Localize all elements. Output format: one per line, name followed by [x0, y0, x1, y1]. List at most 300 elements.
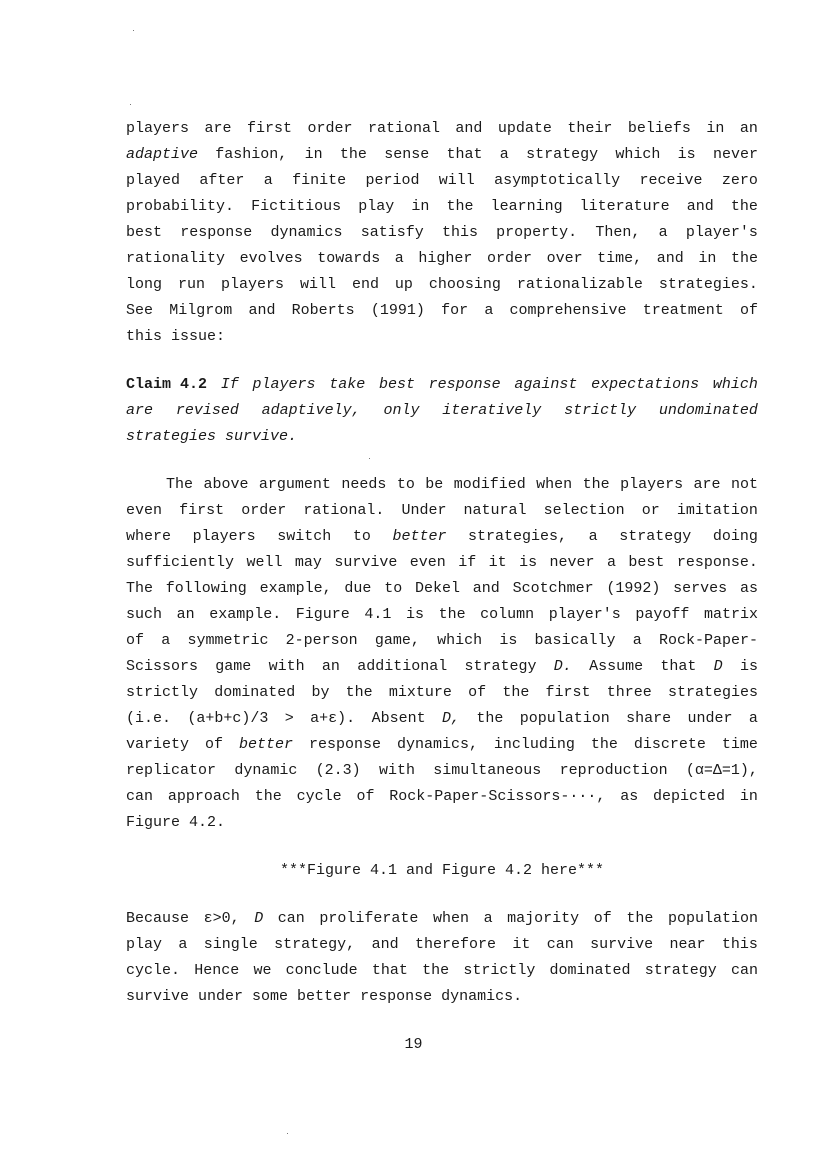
word: Roberts [291, 302, 355, 319]
word: majority [507, 910, 580, 927]
word: conclude [285, 962, 358, 979]
page-number: 19 [404, 1036, 423, 1053]
word: proliferate [319, 910, 419, 927]
word: Scotchmer [512, 580, 594, 597]
word: D [254, 910, 264, 927]
word: survive [334, 554, 398, 571]
text-line [126, 272, 758, 298]
word: towards [317, 250, 381, 267]
word: strategy, [274, 936, 356, 953]
scan-speck [133, 30, 134, 31]
word: their [567, 120, 613, 137]
word: satisfy [360, 224, 424, 241]
word: treatment [642, 302, 724, 319]
word: See [126, 302, 154, 319]
word: the [730, 198, 758, 215]
word: (1991) [370, 302, 425, 319]
word: and [371, 936, 399, 953]
word: dominated [549, 962, 631, 979]
word: a [499, 146, 509, 163]
paragraph-conclusion [126, 906, 758, 1010]
text-line [126, 116, 758, 142]
text-line [126, 524, 758, 550]
figure-placement-note: ***Figure 4.1 and Figure 4.2 here*** [279, 862, 605, 879]
word: therefore [414, 936, 496, 953]
text-line [126, 372, 758, 398]
word: time [721, 736, 758, 753]
word: play [126, 936, 163, 953]
text-line [126, 758, 758, 784]
word: run [177, 276, 205, 293]
word: order [307, 120, 353, 137]
word: play [358, 198, 395, 215]
word: as [739, 580, 758, 597]
word: 2-person [285, 632, 358, 649]
word: is [405, 606, 424, 623]
word: the [582, 476, 610, 493]
word: symmetric [187, 632, 269, 649]
word: of [593, 910, 612, 927]
word: first [545, 684, 591, 701]
word: of [468, 684, 487, 701]
word: iteratively [442, 402, 542, 419]
spacer [126, 350, 758, 372]
word: depicted [653, 788, 726, 805]
word: sense [384, 146, 430, 163]
word: such [126, 606, 163, 623]
word: strategy [644, 962, 717, 979]
word: the [502, 684, 530, 701]
word: discrete [633, 736, 706, 753]
word: Absent [371, 710, 426, 727]
word: that [446, 146, 483, 163]
text-line [126, 298, 758, 324]
text-line [126, 654, 758, 680]
word: dynamics [270, 224, 343, 241]
word: natural [463, 502, 527, 519]
word: an [321, 658, 340, 675]
word: Figure [126, 814, 181, 831]
word: with [268, 658, 305, 675]
word: best [126, 224, 163, 241]
word: undominated [658, 402, 758, 419]
word: selection [543, 502, 625, 519]
word: be [425, 476, 444, 493]
word: take [329, 376, 366, 393]
word: rational [367, 120, 440, 137]
text-line [126, 550, 758, 576]
word: players [252, 376, 316, 393]
word: best [628, 554, 665, 571]
text-line [126, 168, 758, 194]
spacer [126, 884, 758, 906]
word: D [713, 658, 723, 675]
word: basically [534, 632, 616, 649]
word: a [588, 528, 598, 545]
word: a [632, 632, 642, 649]
word: and [656, 250, 684, 267]
word: after [199, 172, 245, 189]
word: zero [721, 172, 758, 189]
word: fashion, [215, 146, 288, 163]
claim-label: Claim 4.2 [126, 376, 208, 393]
word: it [488, 554, 507, 571]
word: adaptive [126, 146, 199, 163]
word: of [356, 788, 375, 805]
word: Under [401, 502, 447, 519]
word: additional [357, 658, 448, 675]
word: Then, [595, 224, 641, 241]
word: end [351, 276, 379, 293]
word: to [384, 580, 403, 597]
word: the [626, 910, 654, 927]
spacer [126, 836, 758, 858]
word: can [126, 788, 154, 805]
word: order [241, 502, 287, 519]
word: period [365, 172, 420, 189]
word: asymptotically [494, 172, 621, 189]
word: a [263, 172, 273, 189]
word: that [660, 658, 697, 675]
word: response. [676, 554, 758, 571]
word: finite [292, 172, 347, 189]
word: dynamics. [441, 988, 523, 1005]
word: a [178, 936, 188, 953]
word: D, [441, 710, 460, 727]
word: The [126, 580, 154, 597]
word: up [394, 276, 413, 293]
word: a [484, 302, 494, 319]
word: players [220, 276, 284, 293]
word: of [126, 632, 145, 649]
word: players [126, 120, 190, 137]
word: a [161, 632, 171, 649]
word: mixture [388, 684, 452, 701]
word: never [712, 146, 758, 163]
word: strategies [667, 684, 758, 701]
word: well [246, 554, 283, 571]
word: response [308, 736, 381, 753]
word: ε>0, [203, 910, 240, 927]
word: dominated [214, 684, 296, 701]
word: the [476, 710, 504, 727]
word: strategies [126, 428, 217, 445]
word: some [252, 988, 289, 1005]
text-line [126, 602, 758, 628]
word: the [438, 606, 466, 623]
word: response [428, 376, 501, 393]
word: not [730, 476, 758, 493]
word: column [480, 606, 535, 623]
text-line [126, 246, 758, 272]
document-page [126, 116, 758, 1010]
word: under [687, 710, 733, 727]
word: D. [553, 658, 572, 675]
word: Milgrom [169, 302, 233, 319]
word: expectations [591, 376, 700, 393]
word: property. [496, 224, 578, 241]
word: to [352, 528, 371, 545]
word: (α=Δ=1), [685, 762, 758, 779]
word: are [204, 120, 232, 137]
word: best [378, 376, 415, 393]
word: a [748, 710, 758, 727]
word: learning [490, 198, 563, 215]
word: will [438, 172, 475, 189]
word: is [499, 632, 518, 649]
word: may [294, 554, 322, 571]
word: above [203, 476, 249, 493]
text-line [126, 576, 758, 602]
word: 4.1 [364, 606, 392, 623]
word: when [432, 910, 469, 927]
word: can [277, 910, 305, 927]
word: players [192, 528, 256, 545]
word: argument [258, 476, 331, 493]
word: in [739, 788, 758, 805]
word: survive [590, 936, 654, 953]
word: game, [374, 632, 420, 649]
claim-block [126, 372, 758, 450]
word: Figure [295, 606, 350, 623]
word: serves [673, 580, 728, 597]
word: even [126, 502, 163, 519]
word: by [311, 684, 330, 701]
word: cycle [296, 788, 342, 805]
word: (i.e. [126, 710, 172, 727]
word: probability. [126, 198, 235, 215]
word: imitation [676, 502, 758, 519]
word: even [409, 554, 446, 571]
word: survive [126, 988, 190, 1005]
word: (2.3) [315, 762, 361, 779]
word: the [590, 736, 618, 753]
word: in [411, 198, 430, 215]
word: population [519, 710, 610, 727]
word: near [669, 936, 706, 953]
word: strategy [464, 658, 537, 675]
word: an [176, 606, 195, 623]
word: the [730, 250, 758, 267]
word: strategies. [658, 276, 758, 293]
word: strictly [463, 962, 536, 979]
word: revised [175, 402, 239, 419]
word: rationalizable [516, 276, 643, 293]
word: approach [167, 788, 240, 805]
word: which [615, 146, 661, 163]
word: for [441, 302, 469, 319]
word: needs [341, 476, 387, 493]
text-line [126, 706, 758, 732]
word: players [620, 476, 684, 493]
word: strategy [526, 146, 599, 163]
word: Fictitious [251, 198, 342, 215]
word: game [215, 658, 252, 675]
word: comprehensive [509, 302, 627, 319]
word: and [472, 580, 500, 597]
word: cycle. [126, 962, 181, 979]
word: variety [126, 736, 190, 753]
word: beliefs [627, 120, 691, 137]
word: Because [126, 910, 190, 927]
word: in [698, 250, 717, 267]
word: sufficiently [126, 554, 235, 571]
text-line [126, 498, 758, 524]
word: can [546, 936, 574, 953]
word: player's [685, 224, 758, 241]
word: better [238, 736, 293, 753]
word: strictly [564, 402, 637, 419]
word: response [360, 988, 433, 1005]
word: this [721, 936, 758, 953]
text-line [126, 398, 758, 424]
word: matrix [703, 606, 758, 623]
word: if [458, 554, 477, 571]
word: choosing [428, 276, 501, 293]
word: dynamic [234, 762, 298, 779]
word: time, [597, 250, 643, 267]
word: it [512, 936, 531, 953]
word: The [166, 476, 194, 493]
word: rational. [303, 502, 385, 519]
word: strategies, [468, 528, 568, 545]
word: are [693, 476, 721, 493]
word: payoff [635, 606, 690, 623]
word: response [180, 224, 253, 241]
word: dynamics, [396, 736, 478, 753]
word: first [179, 502, 225, 519]
word: are [126, 402, 154, 419]
text-line [126, 472, 758, 498]
word: a+ε). [310, 710, 356, 727]
word: due [344, 580, 372, 597]
text-line [126, 984, 758, 1010]
word: Rock-Paper- [658, 632, 758, 649]
word: the [422, 962, 450, 979]
word: issue: [171, 328, 226, 345]
word: replicator [126, 762, 217, 779]
word: a [606, 554, 616, 571]
word: under [198, 988, 244, 1005]
word: survive. [225, 428, 298, 445]
word: of [204, 736, 223, 753]
word: modified [453, 476, 526, 493]
word: in [706, 120, 725, 137]
word: receive [639, 172, 703, 189]
word: strategy [619, 528, 692, 545]
word: and [455, 120, 483, 137]
word: > [284, 710, 294, 727]
word: strictly [126, 684, 199, 701]
word: to [396, 476, 415, 493]
text-line [126, 732, 758, 758]
word: evolves [239, 250, 303, 267]
word: Hence [194, 962, 240, 979]
scan-speck [287, 1133, 288, 1134]
word: the [446, 198, 474, 215]
word: of [739, 302, 758, 319]
word: adaptively, [261, 402, 361, 419]
word: only [383, 402, 420, 419]
word: this [441, 224, 478, 241]
word: simultaneous [433, 762, 542, 779]
word: and [686, 198, 714, 215]
word: in [304, 146, 323, 163]
word: that [371, 962, 408, 979]
word: rationality [126, 250, 226, 267]
text-line [126, 220, 758, 246]
word: example, [259, 580, 332, 597]
word: three [606, 684, 652, 701]
text-line [126, 932, 758, 958]
word: literature [579, 198, 670, 215]
paragraph-adaptive-beliefs [126, 116, 758, 350]
text-line [126, 906, 758, 932]
word: when [536, 476, 573, 493]
text-line [126, 424, 758, 450]
word: is [677, 146, 696, 163]
word: never [549, 554, 595, 571]
paragraph-natural-selection [126, 472, 758, 836]
text-line [126, 324, 758, 350]
scan-speck [130, 104, 131, 105]
word: Dekel [414, 580, 460, 597]
word: player's [548, 606, 621, 623]
word: example. [209, 606, 282, 623]
word: with [378, 762, 415, 779]
word: this [126, 328, 163, 345]
word: first [246, 120, 292, 137]
spacer [126, 450, 758, 472]
word: will [299, 276, 336, 293]
word: Rock-Paper-Scissors-···, [389, 788, 606, 805]
word: we [253, 962, 272, 979]
word: better [392, 528, 447, 545]
word: following [165, 580, 247, 597]
word: Scissors [126, 658, 199, 675]
word: and [248, 302, 276, 319]
text-line [126, 810, 758, 836]
text-line [126, 194, 758, 220]
word: order [486, 250, 532, 267]
word: the [339, 146, 367, 163]
word: is [519, 554, 538, 571]
word: reproduction [559, 762, 668, 779]
word: population [667, 910, 758, 927]
word: including [493, 736, 575, 753]
text-line [126, 628, 758, 654]
word: Assume [589, 658, 644, 675]
word: which [712, 376, 758, 393]
word: or [641, 502, 660, 519]
word: an [739, 120, 758, 137]
word: the [345, 684, 373, 701]
word: played [126, 172, 181, 189]
text-line [126, 958, 758, 984]
word: share [626, 710, 672, 727]
word: over [546, 250, 583, 267]
word: update [497, 120, 552, 137]
word: which [437, 632, 483, 649]
word: against [514, 376, 578, 393]
text-line [126, 142, 758, 168]
word: long [126, 276, 163, 293]
text-line [126, 784, 758, 810]
text-line [126, 680, 758, 706]
word: as [620, 788, 639, 805]
word: single [203, 936, 258, 953]
word: higher [418, 250, 473, 267]
